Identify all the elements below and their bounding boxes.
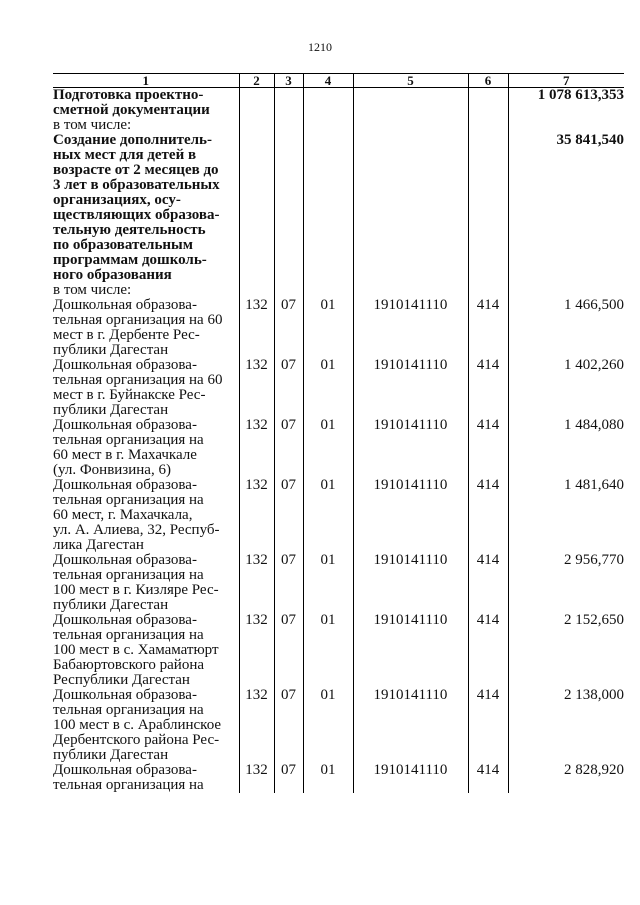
- col-header-6: 6: [468, 74, 508, 88]
- cell-amount: 2 828,920: [508, 763, 624, 793]
- row-name: Дошкольная образова- тельная организация на 60 мест в г. Дербенте Рес- публики Дагестан: [53, 298, 239, 358]
- cell-subsection: 01: [303, 358, 353, 418]
- table-row: [53, 613, 624, 688]
- row-name: в том числе:: [53, 283, 239, 298]
- cell-ministry: [239, 133, 274, 283]
- cell-ministry: 132: [239, 613, 274, 688]
- cell-subsection: 01: [303, 763, 353, 793]
- cell-expense-type: [468, 88, 508, 119]
- cell-target-item: 1910141110: [353, 298, 468, 358]
- section-row: [53, 133, 624, 283]
- section-row: [53, 88, 624, 119]
- cell-amount: [508, 283, 624, 298]
- cell-amount: 1 484,080: [508, 418, 624, 478]
- cell-target-item: 1910141110: [353, 763, 468, 793]
- table-row: [53, 358, 624, 418]
- col-header-4: 4: [303, 74, 353, 88]
- cell-target-item: 1910141110: [353, 418, 468, 478]
- row-name: Дошкольная образова- тельная организация на 100 мест в г. Кизляре Рес- публики Дагестан: [53, 553, 239, 613]
- cell-subsection: 01: [303, 478, 353, 553]
- table-row: [53, 553, 624, 613]
- cell-ministry: 132: [239, 418, 274, 478]
- cell-amount: [508, 118, 624, 133]
- cell-amount: 1 402,260: [508, 358, 624, 418]
- cell-section: [274, 88, 303, 119]
- cell-ministry: 132: [239, 553, 274, 613]
- cell-ministry: [239, 88, 274, 119]
- cell-expense-type: 414: [468, 553, 508, 613]
- cell-subsection: 01: [303, 298, 353, 358]
- cell-section: 07: [274, 478, 303, 553]
- cell-amount: 2 956,770: [508, 553, 624, 613]
- cell-expense-type: 414: [468, 688, 508, 763]
- cell-target-item: [353, 118, 468, 133]
- row-name: Создание дополнитель- ных мест для детей в возрасте от 2 месяцев до 3 лет в образовательных организациях, осу- ществляющих образова- тельную деятельность по образовательным программам дошколь- ного образования: [53, 133, 239, 283]
- cell-ministry: 132: [239, 763, 274, 793]
- col-header-2: 2: [239, 74, 274, 88]
- cell-expense-type: [468, 133, 508, 283]
- cell-section: 07: [274, 763, 303, 793]
- table-row: [53, 418, 624, 478]
- subheading-row: [53, 118, 624, 133]
- table-row: [53, 298, 624, 358]
- cell-subsection: 01: [303, 553, 353, 613]
- subheading-row: [53, 283, 624, 298]
- cell-expense-type: 414: [468, 358, 508, 418]
- cell-target-item: [353, 283, 468, 298]
- table-row: [53, 688, 624, 763]
- cell-expense-type: 414: [468, 298, 508, 358]
- row-name: Дошкольная образова- тельная организация на 60 мест в г. Махачкале (ул. Фонвизина, 6): [53, 418, 239, 478]
- cell-subsection: [303, 283, 353, 298]
- col-header-1: 1: [53, 74, 239, 88]
- row-name: Дошкольная образова- тельная организация на 100 мест в с. Араблинское Дербентского района Рес- публики Дагестан: [53, 688, 239, 763]
- cell-expense-type: 414: [468, 418, 508, 478]
- cell-subsection: [303, 118, 353, 133]
- cell-expense-type: [468, 283, 508, 298]
- col-header-5: 5: [353, 74, 468, 88]
- cell-ministry: 132: [239, 298, 274, 358]
- cell-section: 07: [274, 613, 303, 688]
- cell-section: 07: [274, 418, 303, 478]
- cell-amount: 1 466,500: [508, 298, 624, 358]
- cell-ministry: 132: [239, 688, 274, 763]
- header-row: [53, 74, 624, 88]
- table-row: [53, 763, 624, 793]
- row-name: Дошкольная образова- тельная организация на 100 мест в с. Хамаматюрт Бабаюртовского района Республики Дагестан: [53, 613, 239, 688]
- cell-ministry: [239, 283, 274, 298]
- cell-expense-type: 414: [468, 763, 508, 793]
- cell-section: 07: [274, 553, 303, 613]
- cell-section: 07: [274, 358, 303, 418]
- cell-section: [274, 118, 303, 133]
- cell-amount: 1 481,640: [508, 478, 624, 553]
- cell-ministry: [239, 118, 274, 133]
- cell-subsection: 01: [303, 688, 353, 763]
- budget-table: [53, 73, 624, 793]
- cell-expense-type: 414: [468, 613, 508, 688]
- cell-ministry: 132: [239, 478, 274, 553]
- row-name: Дошкольная образова- тельная организация на: [53, 763, 239, 793]
- cell-amount: 2 152,650: [508, 613, 624, 688]
- row-name: в том числе:: [53, 118, 239, 133]
- cell-target-item: 1910141110: [353, 613, 468, 688]
- cell-target-item: 1910141110: [353, 358, 468, 418]
- cell-subsection: 01: [303, 418, 353, 478]
- cell-section: [274, 283, 303, 298]
- row-name: Дошкольная образова- тельная организация на 60 мест, г. Махачкала, ул. А. Алиева, 32, Респуб- лика Дагестан: [53, 478, 239, 553]
- cell-section: [274, 133, 303, 283]
- cell-subsection: [303, 88, 353, 119]
- cell-subsection: [303, 133, 353, 283]
- cell-target-item: [353, 88, 468, 119]
- cell-amount: 2 138,000: [508, 688, 624, 763]
- cell-target-item: [353, 133, 468, 283]
- cell-amount: 35 841,540: [508, 133, 624, 283]
- cell-target-item: 1910141110: [353, 688, 468, 763]
- col-header-7: 7: [508, 74, 624, 88]
- cell-target-item: 1910141110: [353, 478, 468, 553]
- cell-expense-type: 414: [468, 478, 508, 553]
- table-row: [53, 478, 624, 553]
- row-name: Дошкольная образова- тельная организация на 60 мест в г. Буйнакске Рес- публики Дагестан: [53, 358, 239, 418]
- cell-expense-type: [468, 118, 508, 133]
- cell-ministry: 132: [239, 358, 274, 418]
- row-name: Подготовка проектно- сметной документации: [53, 88, 239, 119]
- cell-section: 07: [274, 688, 303, 763]
- cell-section: 07: [274, 298, 303, 358]
- col-header-3: 3: [274, 74, 303, 88]
- cell-subsection: 01: [303, 613, 353, 688]
- cell-target-item: 1910141110: [353, 553, 468, 613]
- cell-amount: 1 078 613,353: [508, 88, 624, 119]
- page-number: 1210: [308, 40, 332, 54]
